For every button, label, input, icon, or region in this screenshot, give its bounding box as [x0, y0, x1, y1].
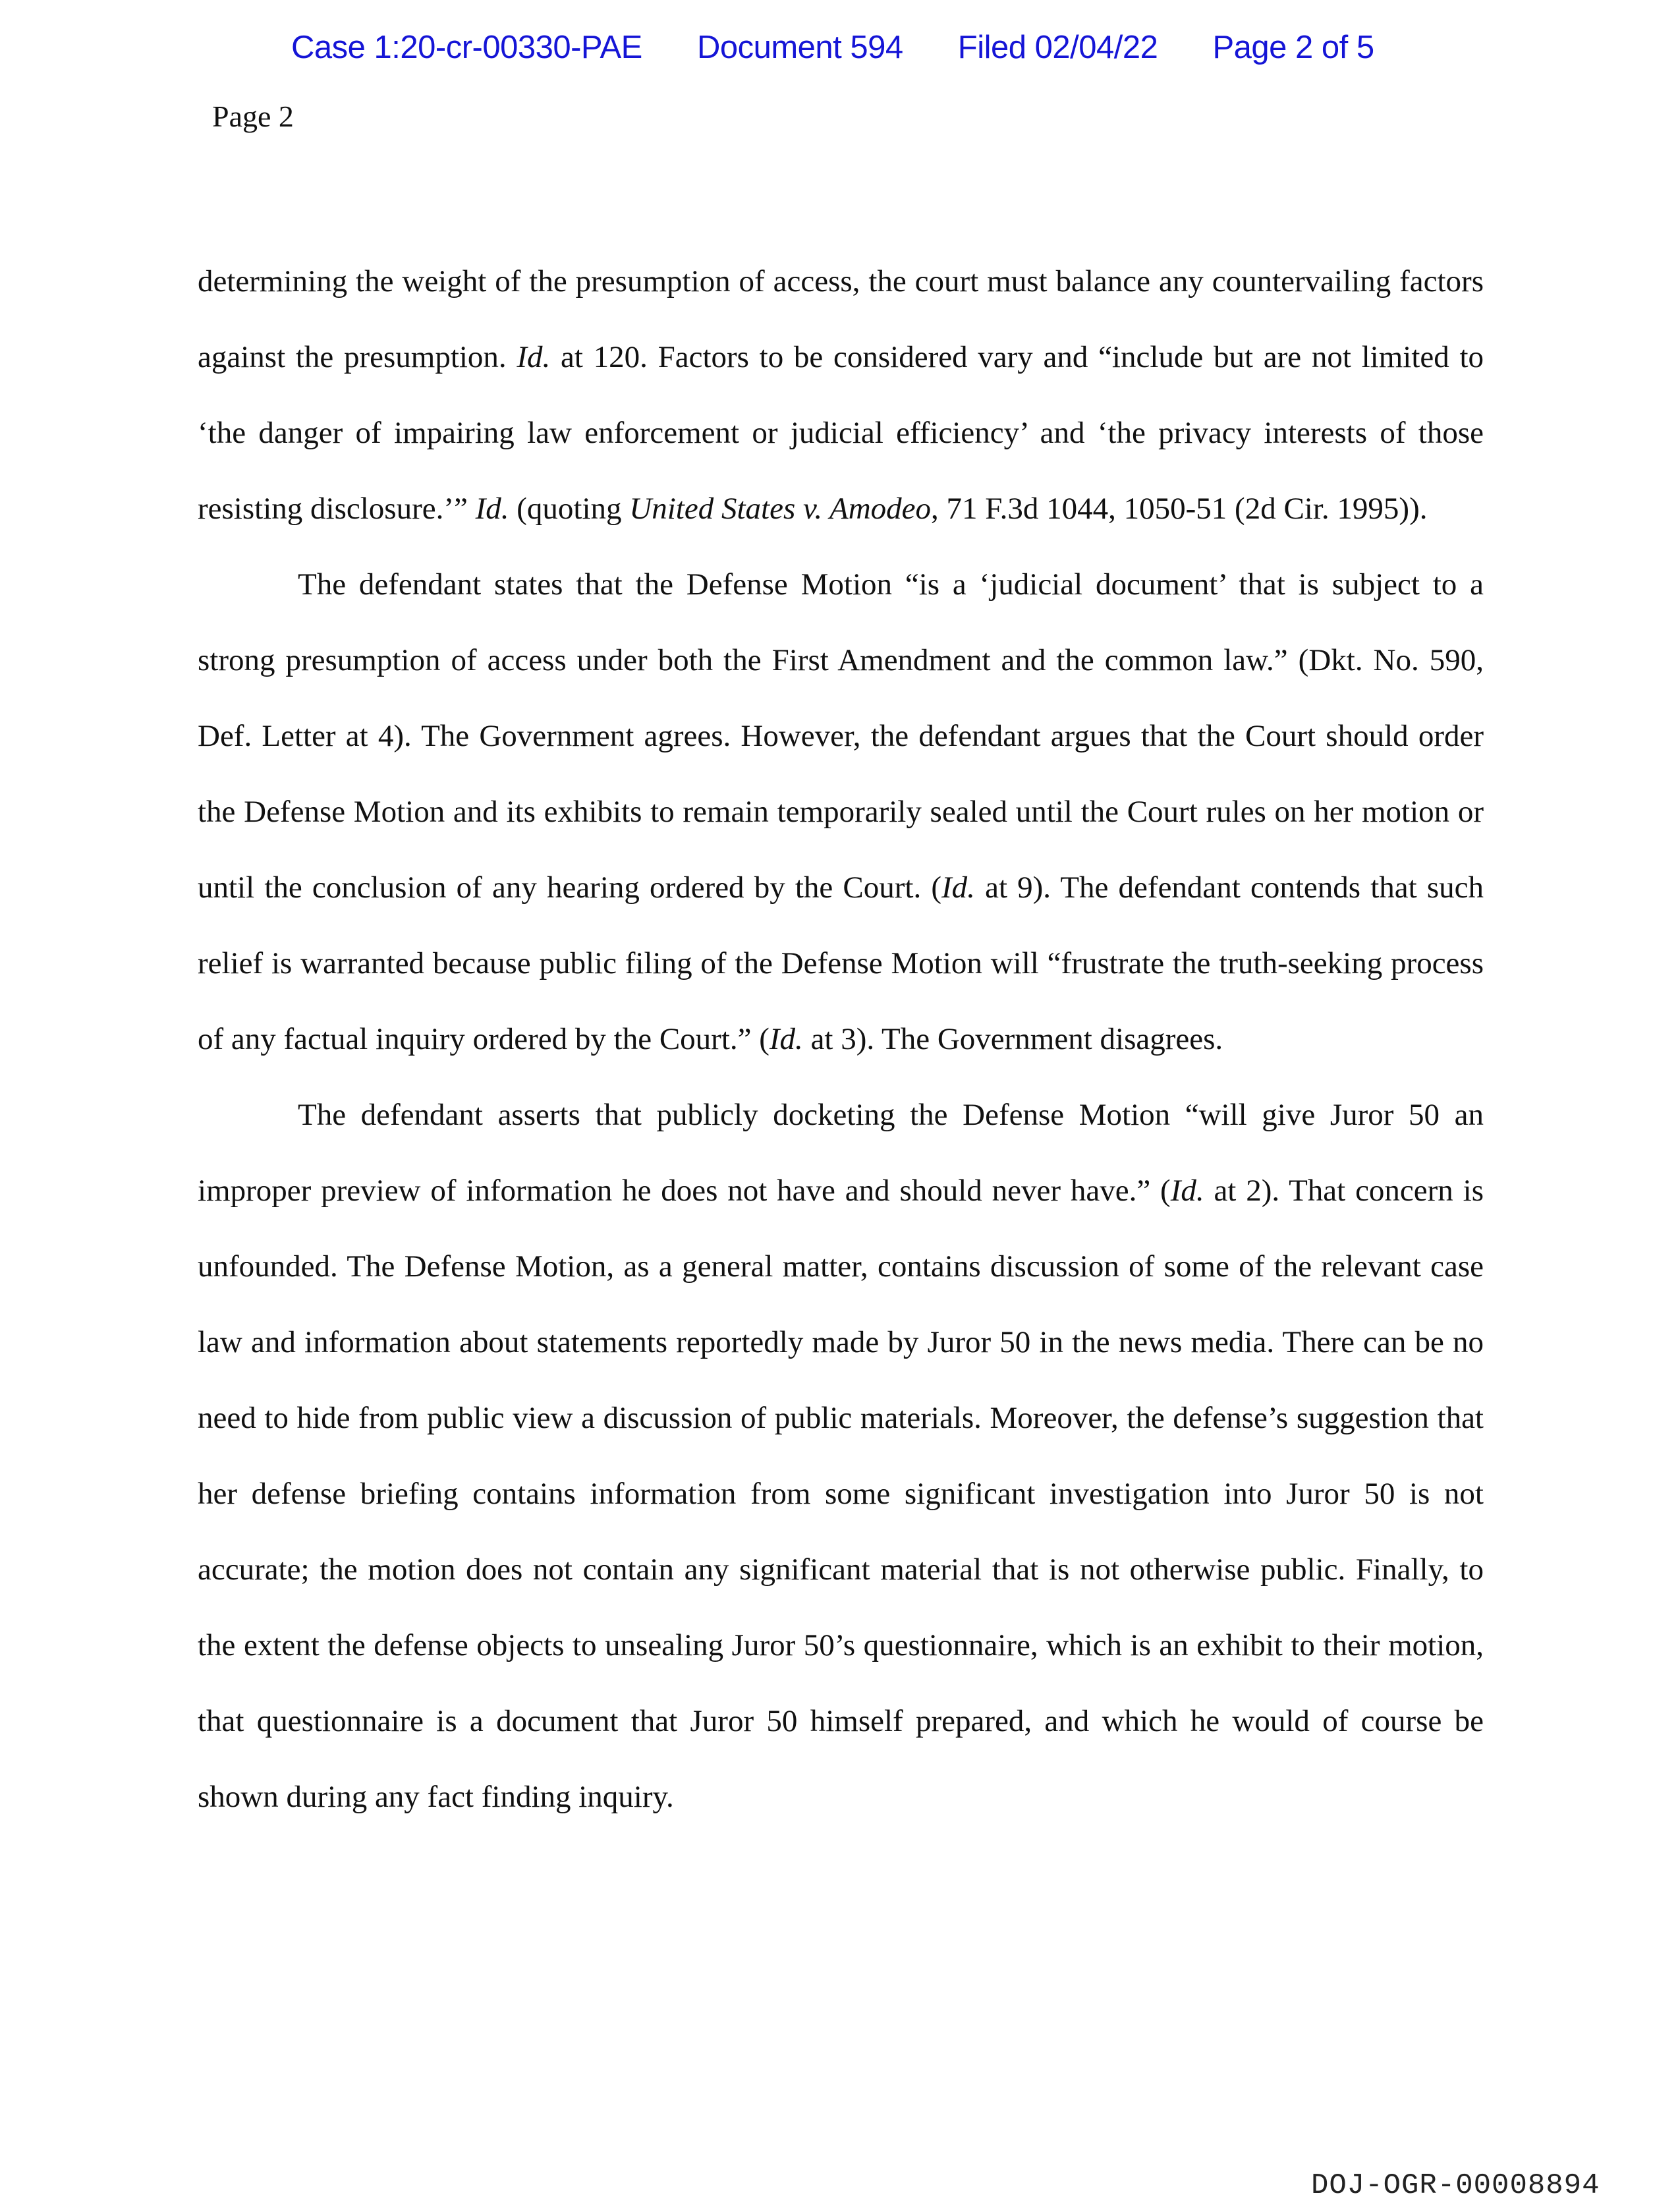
text-segment: at 2). That concern is unfounded. The Defense Motion, as a general matter, contains discussion of some of the relevant case law and information about statements reportedly made by Juror 50 in the news media. There can be no need to hide from public view a discussion of public materials. Moreover, the defense’s suggestion that her defense briefing contains information from some significant investigation into Juror 50 is not accurate; the motion does not contain any significant material that is not otherwise public. Finally, to the extent the defense objects to unsealing Juror 50’s questionnaire, which is an exhibit to their motion, that questionnaire is a document that Juror 50 himself prepared, and which he would of course be shown during any fact finding inquiry. — [198, 1174, 1484, 1814]
citation-italic: United States v. Amodeo — [629, 492, 932, 526]
document-body — [198, 244, 1484, 1835]
paragraph-2 — [198, 547, 1484, 1077]
paragraph-1 — [198, 244, 1484, 547]
citation-italic: Id. — [1170, 1174, 1204, 1208]
text-segment: determining the weight of the presumption of access, the court must balance any countervailing factors against the presumption. — [198, 264, 1484, 374]
text-segment: at 3). The Government disagrees. — [802, 1022, 1223, 1056]
text-segment: at 120. Factors to be considered vary and “include but are not limited to ‘the danger of impairing law enforcement or judicial efficiency’ and ‘the privacy interests of those resisting disclosure.’” — [198, 340, 1484, 526]
case-number: Case 1:20-cr-00330-PAE — [291, 30, 642, 65]
paragraph-3 — [198, 1077, 1484, 1835]
bates-number: DOJ-OGR-00008894 — [1311, 2169, 1600, 2202]
citation-italic: Id. — [517, 340, 551, 374]
citation-italic: Id. — [941, 870, 975, 905]
text-segment: at 9). The defendant contends that such relief is warranted because public filing of the Defense Motion will “frustrate the truth-seeking process of any factual inquiry ordered by the Court.” ( — [198, 870, 1484, 1056]
text-segment: The defendant states that the Defense Motion “is a ‘judicial document’ that is subject to a strong presumption of access under both the First Amendment and the common law.” (Dkt. No. 590, Def. Letter at 4). The Government agrees. However, the defendant argues that the Court should order the Defense Motion and its exhibits to remain temporarily sealed until the Court rules on her motion or until the conclusion of any hearing ordered by the Court. ( — [198, 567, 1484, 905]
citation-italic: Id. — [769, 1022, 803, 1056]
ecf-filing-header — [291, 29, 1374, 66]
citation-italic: Id. — [475, 492, 509, 526]
text-segment: (quoting — [509, 492, 630, 526]
text-segment: , 71 F.3d 1044, 1050-51 (2d Cir. 1995)). — [931, 492, 1428, 526]
document-number: Document 594 — [696, 30, 903, 65]
page-count: Page 2 of 5 — [1212, 30, 1374, 65]
filed-date: Filed 02/04/22 — [957, 30, 1158, 65]
page-label: Page 2 — [212, 99, 294, 133]
text-segment: The defendant asserts that publicly docketing the Defense Motion “will give Juror 50 an improper preview of information he does not have and should never have.” ( — [198, 1098, 1484, 1208]
